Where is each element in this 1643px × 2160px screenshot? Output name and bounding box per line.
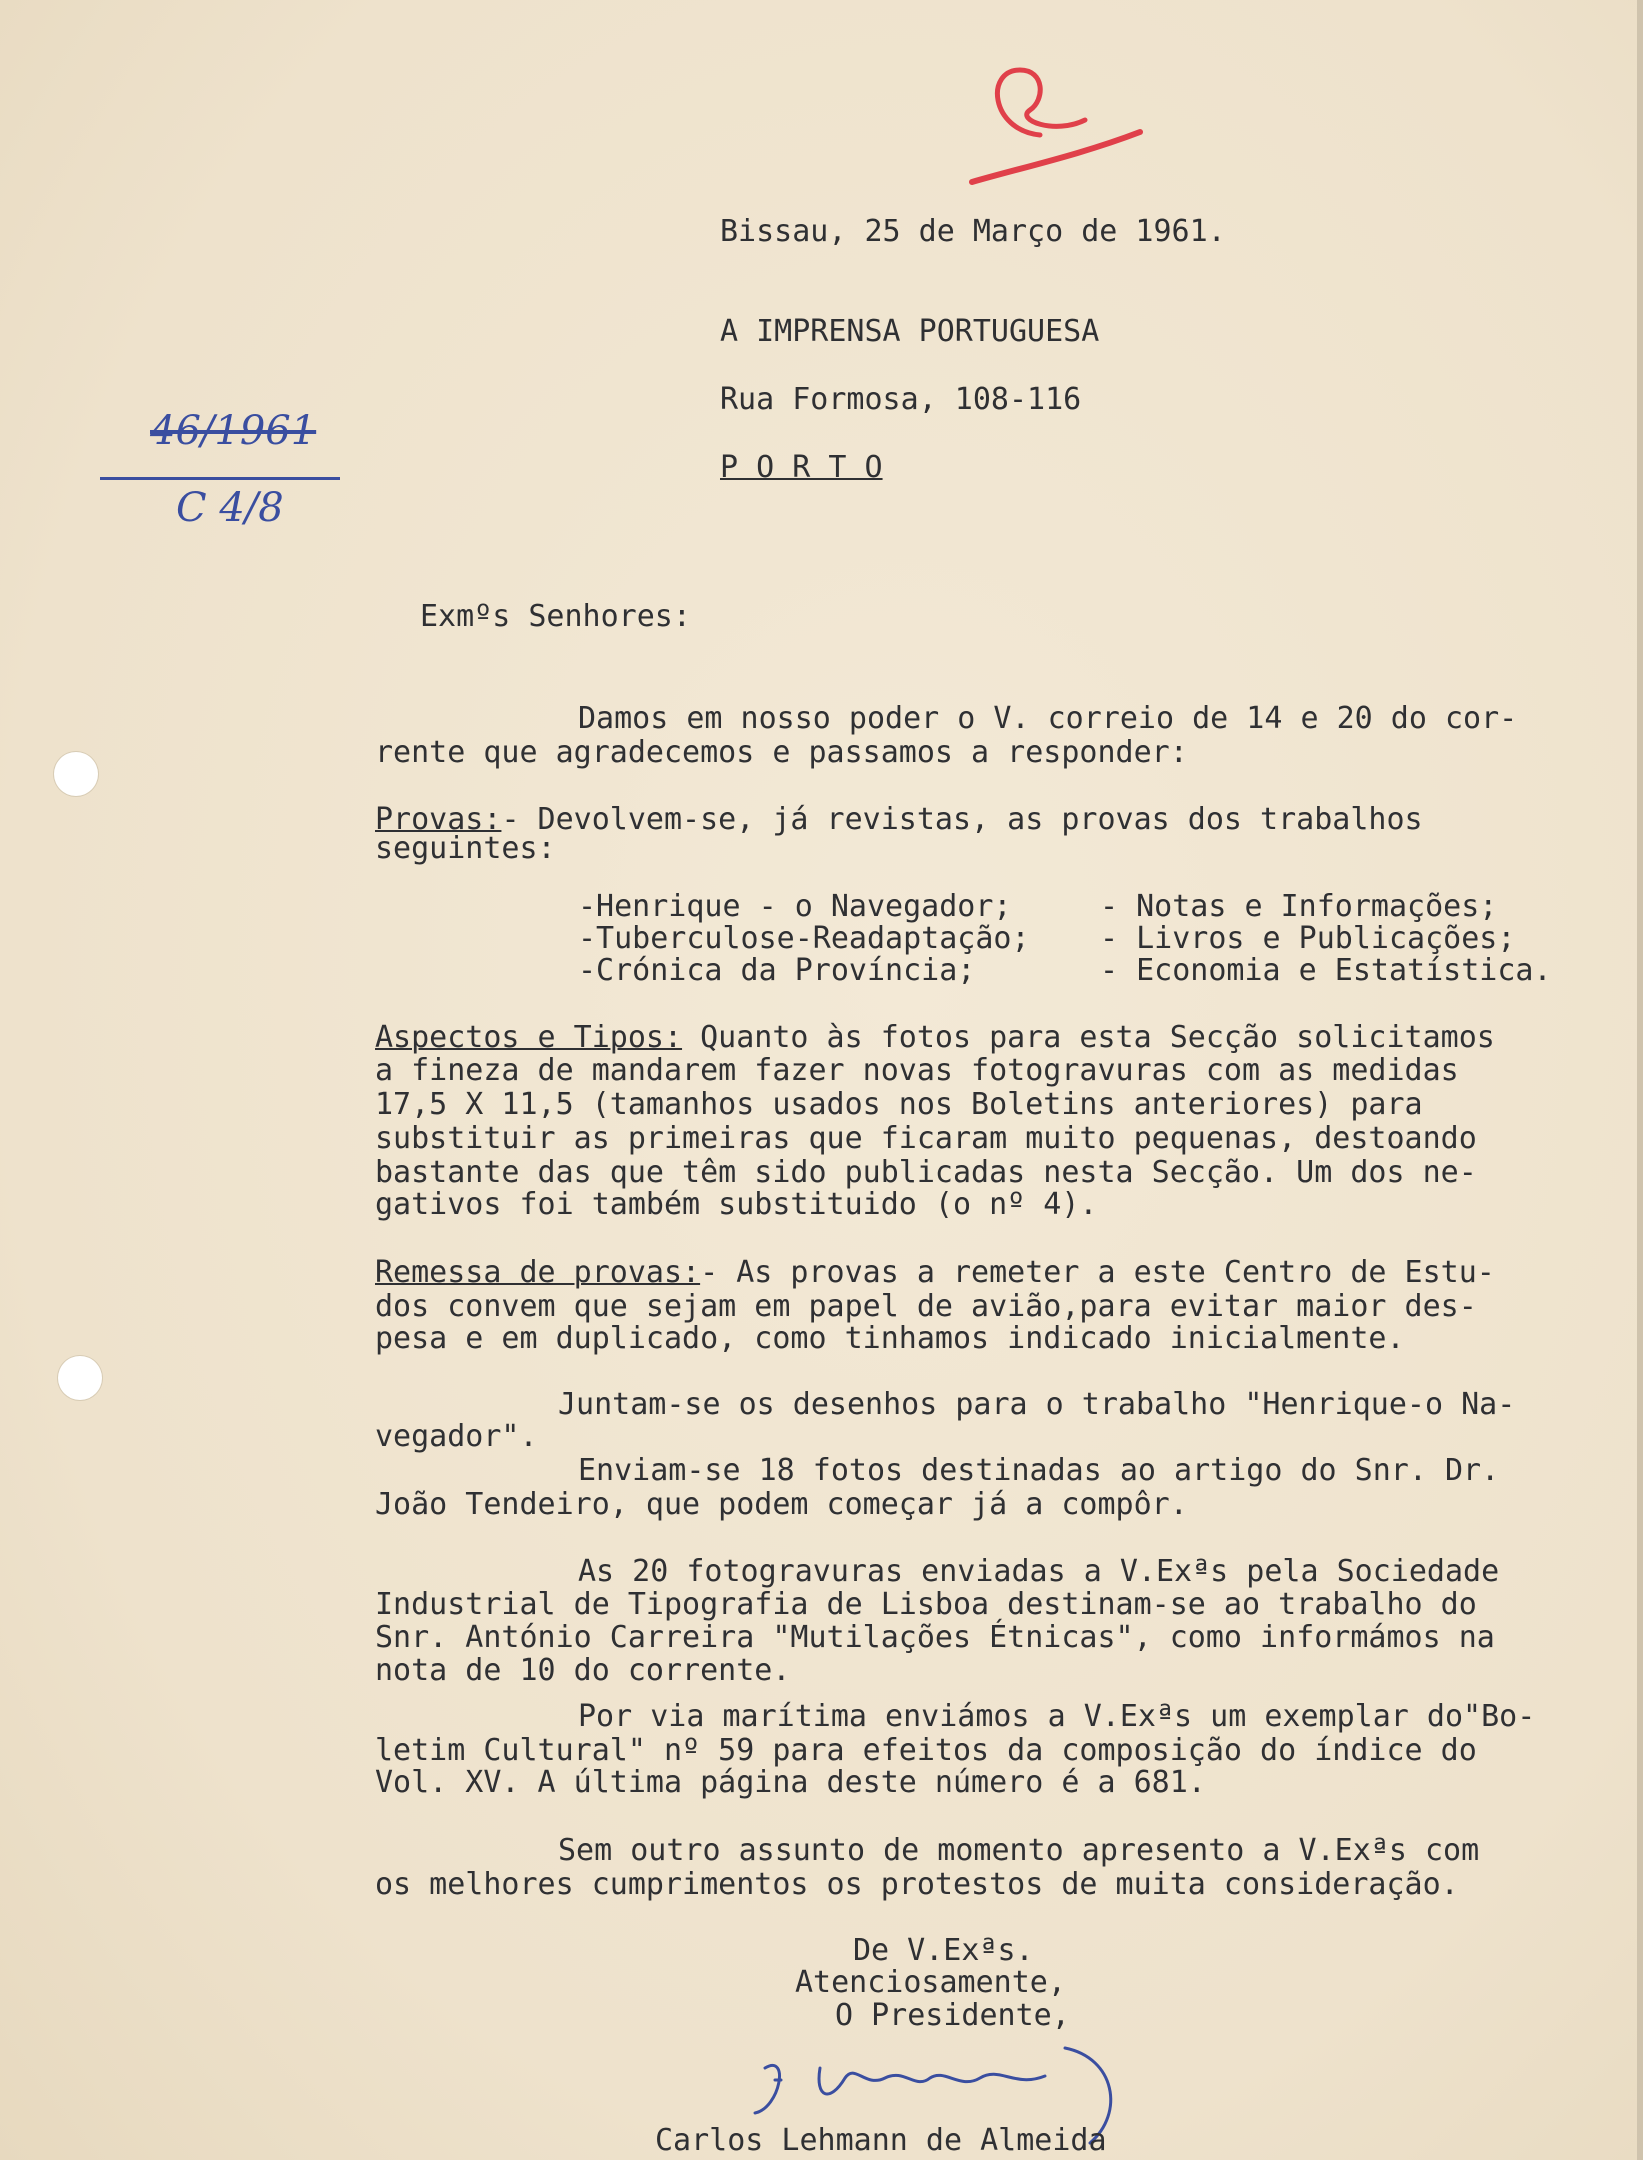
closing-line: O Presidente, <box>835 1998 1070 2033</box>
salutation: Exmºs Senhores: <box>420 599 691 634</box>
addressee-street: Rua Formosa, 108-116 <box>720 382 1082 417</box>
body-line: As 20 fotogravuras enviadas a V.Exªs pela Sociedade <box>578 1554 1500 1589</box>
body-line: Provas:- Devolvem-se, já revistas, as provas dos trabalhos <box>375 802 1423 837</box>
closing-line: Atenciosamente, <box>795 1965 1066 2000</box>
body-line: nota de 10 do corrente. <box>375 1653 791 1688</box>
paper-edge <box>1637 0 1643 2160</box>
body-line: Juntam-se os desenhos para o trabalho "Henrique-o Na- <box>558 1387 1516 1422</box>
letter-date: Bissau, 25 de Março de 1961. <box>720 214 1226 249</box>
body-line: Damos em nosso poder o V. correio de 14 e 20 do cor- <box>578 701 1518 736</box>
section-heading: Provas: <box>375 802 502 837</box>
body-line: 17,5 X 11,5 (tamanhos usados nos Boletins anteriores) para <box>375 1087 1423 1122</box>
addressee-name: A IMPRENSA PORTUGUESA <box>720 314 1100 349</box>
body-line: Por via marítima enviámos a V.Exªs um exemplar do"Bo- <box>578 1699 1536 1734</box>
closing-line: De V.Exªs. <box>853 1933 1034 1968</box>
red-crayon-mark <box>960 40 1150 200</box>
body-line: os melhores cumprimentos os protestos de muita consideração. <box>375 1867 1459 1902</box>
body-line: Industrial de Tipografia de Lisboa destinam-se ao trabalho do <box>375 1587 1477 1622</box>
section-heading: Aspectos e Tipos: <box>375 1020 683 1055</box>
punch-hole-bottom <box>58 1356 102 1400</box>
body-line: Aspectos e Tipos: Quanto às fotos para esta Secção solicitamos <box>375 1020 1495 1055</box>
body-line: seguintes: <box>375 831 556 866</box>
body-line: Enviam-se 18 fotos destinadas ao artigo do Snr. Dr. <box>578 1453 1500 1488</box>
body-line: Remessa de provas:- As provas a remeter a este Centro de Estu- <box>375 1255 1495 1290</box>
punch-hole-top <box>54 752 98 796</box>
body-line: vegador". <box>375 1419 538 1454</box>
addressee-city: P O R T O <box>720 450 883 485</box>
body-line: substituir as primeiras que ficaram muito pequenas, destoando <box>375 1121 1477 1156</box>
work-item: - Notas e Informações; <box>1100 889 1498 924</box>
body-line: Sem outro assunto de momento apresento a V.Exªs com <box>558 1833 1480 1868</box>
body-line: Snr. António Carreira "Mutilações Étnicas", como informámos na <box>375 1620 1495 1655</box>
body-line: pesa e em duplicado, como tinhamos indicado inicialmente. <box>375 1321 1405 1356</box>
work-item: - Livros e Publicações; <box>1100 921 1516 956</box>
body-line: João Tendeiro, que podem começar já a compôr. <box>375 1487 1188 1522</box>
body-line: a fineza de mandarem fazer novas fotogravuras com as medidas <box>375 1053 1459 1088</box>
body-line: Vol. XV. A última página deste número é a 681. <box>375 1765 1206 1800</box>
work-item: - Economia e Estatística. <box>1100 953 1552 988</box>
body-line: dos convem que sejam em papel de avião,para evitar maior des- <box>375 1289 1477 1324</box>
marginal-note-number: 46/1961 <box>150 408 317 454</box>
work-item: -Crónica da Província; <box>578 953 976 988</box>
section-heading: Remessa de provas: <box>375 1255 701 1290</box>
marginal-note-code: C 4/8 <box>176 485 284 531</box>
marginal-note-rule <box>100 477 340 480</box>
body-line: letim Cultural" nº 59 para efeitos da composição do índice do <box>375 1733 1477 1768</box>
body-line: gativos foi também substituido (o nº 4). <box>375 1187 1098 1222</box>
body-line: rente que agradecemos e passamos a responder: <box>375 735 1188 770</box>
signatory-name: Carlos Lehmann de Almeida <box>655 2123 1107 2158</box>
body-line: bastante das que têm sido publicadas nesta Secção. Um dos ne- <box>375 1155 1477 1190</box>
work-item: -Henrique - o Navegador; <box>578 889 1012 924</box>
work-item: -Tuberculose-Readaptação; <box>578 921 1030 956</box>
